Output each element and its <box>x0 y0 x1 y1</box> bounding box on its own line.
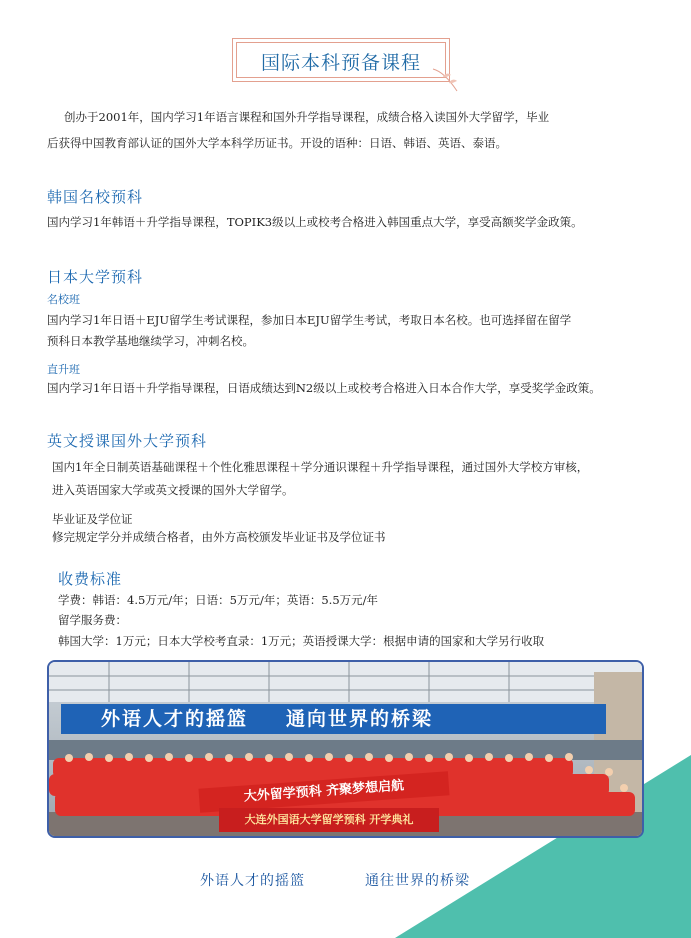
english-heading: 英文授课国外大学预科 <box>47 432 208 450</box>
english-line-1: 国内1年全日制英语基础课程＋个性化雅思课程＋学分通识课程＋升学指导课程，通过国外大学校方审核， <box>52 460 589 474</box>
photo-banner-right: 通向世界的桥梁 <box>286 708 434 730</box>
korea-heading: 韩国名校预科 <box>47 188 144 206</box>
leaf-ornament-icon <box>431 67 461 93</box>
photo-red-banner-2: 大连外国语大学留学预科 开学典礼 <box>219 808 439 832</box>
intro-line-2: 后获得中国教育部认证的国外大学本科学历证书。开设的语种：日语、韩语、英语、泰语。 <box>47 136 507 150</box>
fees-heading: 收费标准 <box>58 570 123 588</box>
footer-slogan-left: 外语人才的摇篮 <box>200 873 305 889</box>
cert-heading: 毕业证及学位证 <box>52 512 133 526</box>
korea-text: 国内学习1年韩语＋升学指导课程，TOPIK3级以上或校考合格进入韩国重点大学，享受高额奖学金政策。 <box>47 215 583 229</box>
fees-tuition: 学费：韩语：4.5万元/年；日语：5万元/年；英语：5.5万元/年 <box>58 593 379 607</box>
english-line-2: 进入英语国家大学或英文授课的国外大学留学。 <box>52 483 294 497</box>
japan-elite-line-1: 国内学习1年日语＋EJU留学生考试课程，参加日本EJU留学生考试，考取日本名校。也可选择留在留学 <box>47 313 572 327</box>
footer-slogan-right: 通往世界的桥梁 <box>365 873 470 889</box>
japan-elite-line-2: 预科日本教学基地继续学习，冲刺名校。 <box>47 334 254 348</box>
japan-heading: 日本大学预科 <box>47 268 144 286</box>
japan-sub-direct: 直升班 <box>47 363 80 376</box>
intro-line-1: 创办于2001年，国内学习1年语言课程和国外升学指导课程，成绩合格入读国外大学留学，毕业 <box>64 110 550 124</box>
fees-service: 韩国大学：1万元；日本大学校考直录：1万元；英语授课大学：根据申请的国家和大学另行收取 <box>58 634 545 648</box>
fees-service-label: 留学服务费： <box>58 613 127 627</box>
photo-banner <box>61 704 606 734</box>
page-title-box <box>232 38 450 82</box>
japan-direct-text: 国内学习1年日语＋升学指导课程，日语成绩达到N2级以上或校考合格进入日本合作大学，享受奖学金政策。 <box>47 381 601 395</box>
group-photo <box>47 660 644 838</box>
page-title: 国际本科预备课程 <box>260 52 421 74</box>
photo-red-banner: 大外留学预科 齐聚梦想启航 <box>198 771 449 812</box>
photo-banner-left: 外语人才的摇篮 <box>101 708 249 730</box>
cert-text: 修完规定学分并成绩合格者，由外方高校颁发毕业证书及学位证书 <box>52 530 386 544</box>
japan-sub-elite: 名校班 <box>47 293 80 306</box>
